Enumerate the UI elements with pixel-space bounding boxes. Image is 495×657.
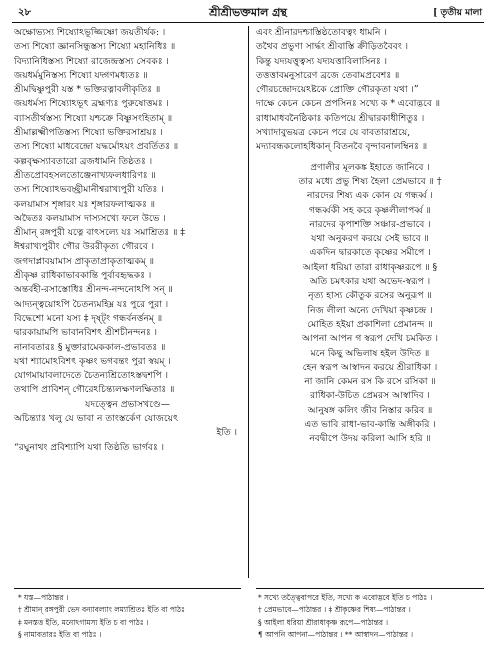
verse-line: সখ্যাদাবুভয়ত্র কেচন পরে যে বাবতারাশ্রয়ে, (256, 127, 411, 139)
page-number: ২৮ (18, 7, 31, 18)
verse-line: তস্য শিষ্যো জ্ঞানসিন্ধুস্তস্য শিষ্যো মহানিধিঃ ॥ (14, 41, 176, 53)
verse-line: মোহিত হইয়া প্রকাশিলা প্রেমানন্দ ॥ (307, 318, 433, 330)
verse-line: দাক্ষে কেচন কেচন প্রপসিনঃ সখ্যে ক * এবোদ্ভবে ॥ (256, 98, 441, 110)
footnote-line: ¶ আপনি আপনা—পাঠান্তর । ** আস্বাদন—পাঠান্তর । (258, 629, 413, 639)
page-header (12, 4, 484, 23)
verse-line: আদ্যন্ত্বয়োঽপি চৈতন্যমহিম্ন যঃ পুরে পুরা । (14, 298, 169, 310)
footnote-line: * যস্ত—পাঠান্তর । (18, 593, 69, 602)
verse-line: এত ভাবি রাধা-ভাব-কান্তি অঙ্গীকরি । (304, 419, 436, 431)
verse-line: বিদ্ধেশো মনো যস্য ‡ দৃষ্ট্ং গন্ধর্বনর্ত্তনম্ ॥ (14, 312, 163, 324)
verse-line: ইতি । (216, 427, 237, 439)
verse-line: তস্য শিষ্যোঽভবচ্ছ্রীমানীশ্বরাখ্যপুরী যতিঃ । (14, 184, 164, 196)
verse-line: নানাবতারঃ § মুক্তারামেককাল-প্রভাবতঃ ॥ (14, 341, 166, 353)
verse-line: কলয়ামাস শৃঙ্গারং যঃ শৃঙ্গারফলাত্মকঃ ॥ (14, 198, 156, 210)
footnotes-left (18, 592, 243, 641)
verse-line: ব্যাসতীর্থস্তস্য শিষ্যো যশ্চক্রে বিষ্ণুসংহিতাম্ ॥ (14, 112, 173, 124)
verse-line: অক্ষোভ্যস্য শিষ্যোঽভূজ্জিষ্ণো জয়তীর্থক: । (14, 27, 166, 38)
footnote-line: * সখ্যে তত্ত্বৈবাপরে ইতি, সখ্যে ক এবোদ্ভবে ইতি চ পাঠঃ । (258, 593, 433, 602)
verse-line: মনে কিছু অভিলাষ হইল উদিত ॥ (310, 347, 430, 359)
verse-line: তার মধ্যে প্রভু শিষ্য হৈলা প্রেমভাবে ॥ † (298, 175, 442, 187)
verse-line: যথা শ্যামোঽবিশৎ কৃষ্ণং ভগবন্তং পুরা স্বয়ম্ । (14, 355, 171, 367)
footnotes-right (258, 592, 484, 641)
footnote-rule-left (14, 588, 241, 589)
footnote-rule-right (256, 588, 484, 589)
verse-line: জয়ধর্মমুনিস্তস্য শিষ্যো যদ্গণমধ্যতঃ ॥ (14, 69, 148, 81)
verse-line: জয়ধর্মস্য শিষ্যোঽভূৎ ব্রহ্মণ্যঃ পুরুষোত্তমঃ । (14, 98, 169, 110)
footnote-line: § আইলা ধরিয়া শ্রীরাধাকৃষ্ণ রূপে—পাঠান্তর । (258, 617, 388, 627)
verse-line: তথৈব প্রভুণা সার্দ্ধং শ্রীবাস্তি ক্রীড়িতবৈবং । (256, 41, 409, 53)
verse-line: রাধিকা-উচিত প্রেমরস আস্বাদিব । (310, 390, 430, 402)
footnote-line: † শ্রীমান্ রঙ্গপুরী ভেদ বন্যাবল্যাং লম্যাশ্রিতঃ ইতি বা পাঠঃ (18, 605, 185, 615)
footnote-line: § নামাবতারঃ ইতি বা পাঠঃ । (18, 629, 102, 639)
verse-line: জগদাপ্লাবয়ামাস প্রাকৃতাপ্রাকৃতাত্মকম্ ॥ (14, 255, 155, 267)
verse-line: অদ্বৈতঃ কলয়ামাস দাস্যসখ্যে ফলে উভে । (14, 212, 166, 224)
verse-line: যোগমায়াবলাদেতে চৈতন্যশ্রিতোঽস্তদ্বশপি । (14, 370, 169, 382)
verse-line: শ্রীমান্ রঙ্গপুরী যত্নে বাৎসল্যে যঃ সমাশ্রিতঃ ॥ ‡ (14, 227, 185, 239)
verse-line: মদ্যাবন্ধকলোহধিকান্ বিতনবৈ বৃন্দাবনালম্বিনঃ ॥ (256, 141, 428, 153)
verse-line: শ্রীমদ্বিষ্ণুপুরী যস্ত * ভক্তিরত্নাবলীকৃতিঃ ॥ (14, 84, 161, 96)
verse-line: প্রণালীর মূলকঙ্ক ইহাতে জানিবে । (310, 161, 430, 173)
verse-line: যদত্ত্বেন প্রভাসখণ্ডে— (85, 398, 170, 410)
verse-line: এবং শ্রীনারদশ্চাস্তিষ্ঠতোবত্বং ধামনি । (256, 27, 387, 38)
verse-line: শ্রীকৃষ্ণ রাধিকাভাবকান্তি পুর্বাবহৃদ্ধকঃ । (14, 270, 152, 282)
column-divider (248, 26, 249, 578)
verse-line: না জানি কেমন রস কি রসে রসিকা ॥ (304, 376, 436, 388)
verse-line: অতি চমৎকার যথা অভেদ-স্বরূপ । (309, 276, 431, 288)
verse-line: শ্রীতপ্রোবহসলতোঞ্জেনাখ্যফলধারিণঃ ॥ (14, 169, 156, 181)
left-column (14, 26, 241, 455)
verse-line: অচিন্ত্যাঃ খলু যে ভাবা ন তাংস্তর্কেণ যোজয়েৎ (14, 413, 179, 425)
footnote-line: † প্রেমভাবে—পাঠান্তর । ‡ শ্রীকৃষ্ণের শিষ্য—পাঠান্তর । (258, 605, 411, 615)
verse-line: নিজ লীলা অন্যে দেখিয়া কৃষ্ণচন্দ্র । (307, 304, 433, 316)
verse-line: তস্য শিষ্যো মাধবেন্দ্রো যদ্ধর্মোঽয়ং প্রবর্তিতঃ ॥ (14, 141, 179, 153)
verse-line: নারদের শিষ্য এক কোন যে গন্ধর্ব্ব । (307, 190, 433, 202)
verse-line: যথা অনুকরণ করয়ে সেই ভাবে ॥ (311, 233, 429, 245)
verse-line: শ্রীমাল্লক্ষ্মীপতিস্তস্য শিষ্যো ভক্তিরসাশ্রয়ঃ । (14, 127, 163, 139)
verse-line: নারদের কৃপাশক্তি সঞ্চার-প্রভাবে । (309, 218, 431, 230)
verse-line: তত্তত্তাবমনুসারেণ ব্রজে তেবামপ্রবেশঃ ॥ (256, 69, 400, 81)
verse-line: তথাপি প্রাবিশন্ গৌরেঽচিন্ত্যলক্ষণলক্ষিতাঃ ॥ (14, 384, 175, 396)
verse-line: গৌরচন্দ্রোদয়েঽষ্টকে প্রোক্তি গৌরকৃতা যথা ।” (256, 84, 419, 96)
text-columns (12, 26, 484, 578)
verse-line: আনুষঙ্গ কলিং জীব নিস্তার করিব ॥ (307, 404, 433, 416)
verse-line: গন্ধর্ব্বকী সহ করে কৃষ্ণলীলাপর্ব্ব ॥ (308, 204, 432, 216)
verse-line: ঈশ্বরাখ্যপুরীং গৌর উররীকৃত্য গৌরবে । (14, 241, 155, 253)
verse-line: বিদ্যানিধিস্তস্য শিষ্যো রাজেন্দ্রস্তস্য সেবকঃ । (14, 55, 169, 67)
verse-line: রাধামাধবনৈষ্ঠিকাঃ কতিপয়ে শ্রীদ্বারকাধীশিতুঃ । (256, 112, 425, 124)
verse-line: আপনা আপন গ স্বরূপ দেখি চমকিত । (301, 333, 439, 345)
verse-line: একদিন দ্বারকাতে কৃষ্ণের সমীপে । (309, 247, 431, 259)
right-column (256, 26, 484, 447)
verse-line: অন্তর্বহী-রসাস্তোধিঃ শ্রীনন্দ-নন্দনোঽপি সন্ ॥ (14, 284, 173, 296)
page-title: শ্রীশ্রীভক্তমাল গ্রন্থ (209, 6, 287, 19)
verse-line: নৃত্য হাস্য কৌতুক রসের অনুরূপ ॥ (308, 290, 432, 302)
verse-line: কিন্তু যদ্যযত্তুত্বস্য যদ্যযত্তাবিলাসিনঃ । (256, 55, 387, 67)
verse-line: দ্বারকায়ামপি ভাবানবিশৎ শ্রীশচীনন্দনঃ । (14, 327, 158, 339)
book-page (12, 4, 484, 650)
verse-line: কল্পবৃক্ষস্যাবতারো ব্রজধামনি তিষ্ঠতঃ । (14, 155, 153, 167)
verse-line: আইলা ধরিয়া তারা রাধাকৃষ্ণরূপে ॥ § (302, 261, 438, 273)
verse-line: “রঘুনাথং প্রবিশ্যাপি যথা তিষ্ঠতি ভার্গবঃ । (14, 441, 165, 453)
footnote-line: ‡ মনস্তত্ত ইতি, মনোঽগামস্য ইতি চ বা পাঠঃ । (18, 617, 149, 627)
section-label: [ তৃতীয় মালা (433, 8, 482, 18)
verse-line: হেন স্বরূপ আস্বাদন করয়ে শ্রীরাধিকা । (302, 361, 438, 373)
verse-line: নবদ্বীপে উদয় করিলা আসি হরি ॥ (309, 433, 431, 445)
